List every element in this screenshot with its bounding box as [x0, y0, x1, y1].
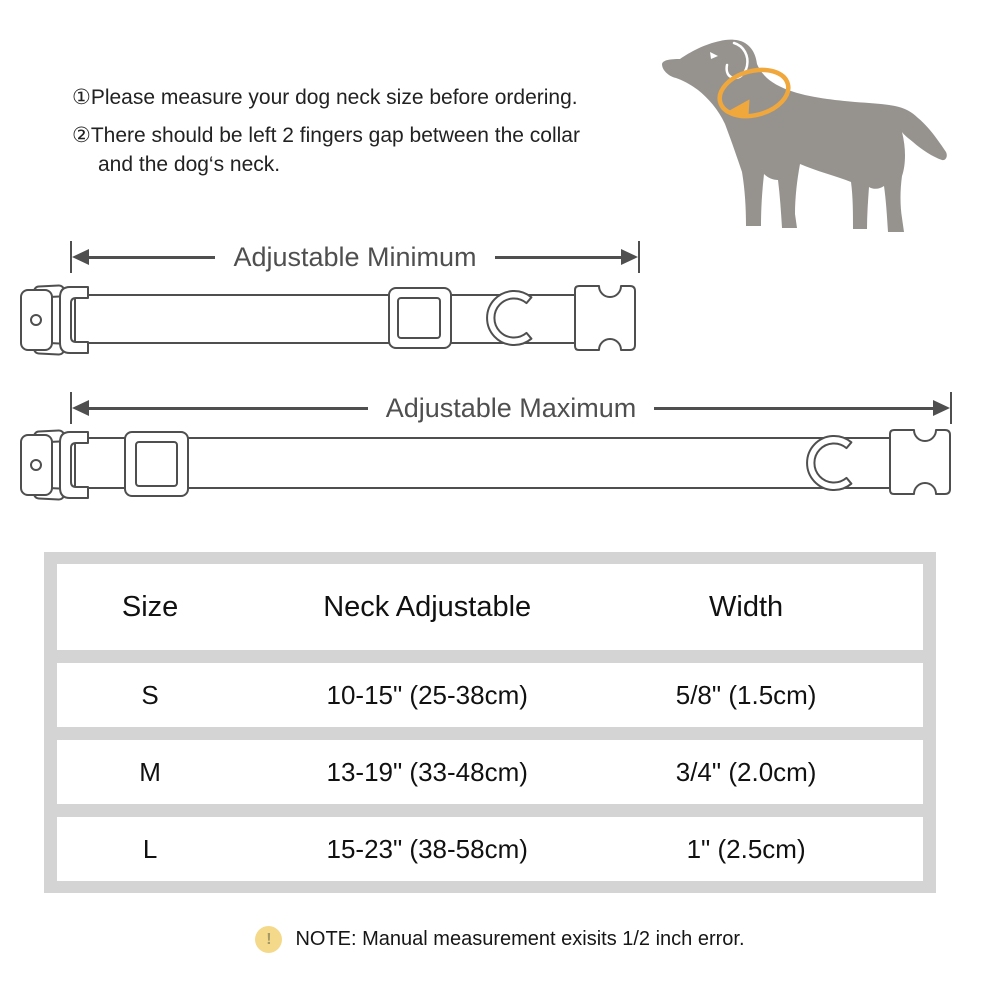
table-header-row	[57, 564, 923, 650]
measure-line	[495, 256, 621, 259]
tri-glide-adjuster-inner	[136, 442, 177, 486]
arrow-left-icon	[72, 400, 89, 416]
arrow-right-icon	[933, 400, 950, 416]
column-header-width: Width	[709, 590, 784, 623]
measure-arrow-maximum	[70, 390, 952, 426]
cell-width: 1" (2.5cm)	[686, 833, 806, 864]
cell-size: L	[142, 833, 158, 864]
table-row-l	[57, 817, 923, 881]
instruction-text-1: Please measure your dog neck size before ordering.	[90, 86, 578, 109]
cell-size: S	[141, 679, 159, 710]
arrow-right-icon	[621, 249, 638, 265]
instruction-item-1	[72, 84, 582, 113]
measure-endbar-right	[638, 241, 640, 273]
measure-line	[654, 407, 933, 410]
cell-neck: 10-15" (25-38cm)	[326, 679, 528, 710]
circled-number-2: ②	[72, 123, 91, 147]
instruction-item-2	[72, 122, 582, 180]
arrow-left-icon	[72, 249, 89, 265]
collar-strap	[75, 438, 897, 488]
collar-diagram-minimum	[20, 280, 640, 360]
collar-strap	[75, 295, 595, 343]
note-banner	[0, 926, 1000, 953]
tri-glide-adjuster-inner	[398, 298, 440, 338]
note-text: NOTE: Manual measurement exisits 1/2 inch error.	[295, 928, 745, 950]
table-row-s	[57, 663, 923, 727]
measure-line	[89, 407, 368, 410]
instruction-text-2: There should be left 2 fingers gap between the collar and the dog‘s neck.	[90, 123, 580, 176]
cell-neck: 15-23" (38-58cm)	[326, 833, 528, 864]
measure-minimum-label: Adjustable Minimum	[233, 241, 477, 272]
cell-size: M	[139, 756, 161, 787]
circled-number-1: ①	[72, 86, 91, 109]
cell-neck: 13-19" (33-48cm)	[326, 756, 528, 787]
cell-width: 3/4" (2.0cm)	[675, 756, 817, 787]
table-row-m	[57, 740, 923, 804]
dog-silhouette-icon	[650, 14, 950, 249]
measure-arrow-minimum	[70, 239, 640, 275]
measuring-instructions	[72, 84, 582, 189]
measure-line	[89, 256, 215, 259]
column-header-neck: Neck Adjustable	[323, 590, 532, 623]
dog-body-shape	[662, 40, 947, 232]
measure-endbar-right	[950, 392, 952, 424]
buckle-male-end-icon	[890, 430, 950, 494]
column-header-size: Size	[121, 590, 179, 623]
measure-maximum-label: Adjustable Maximum	[385, 392, 637, 423]
collar-diagram-maximum	[20, 424, 955, 504]
exclamation-icon: !	[255, 926, 282, 953]
cell-width: 5/8" (1.5cm)	[675, 679, 817, 710]
buckle-male-end-icon	[575, 286, 635, 350]
size-chart-table	[44, 552, 936, 893]
